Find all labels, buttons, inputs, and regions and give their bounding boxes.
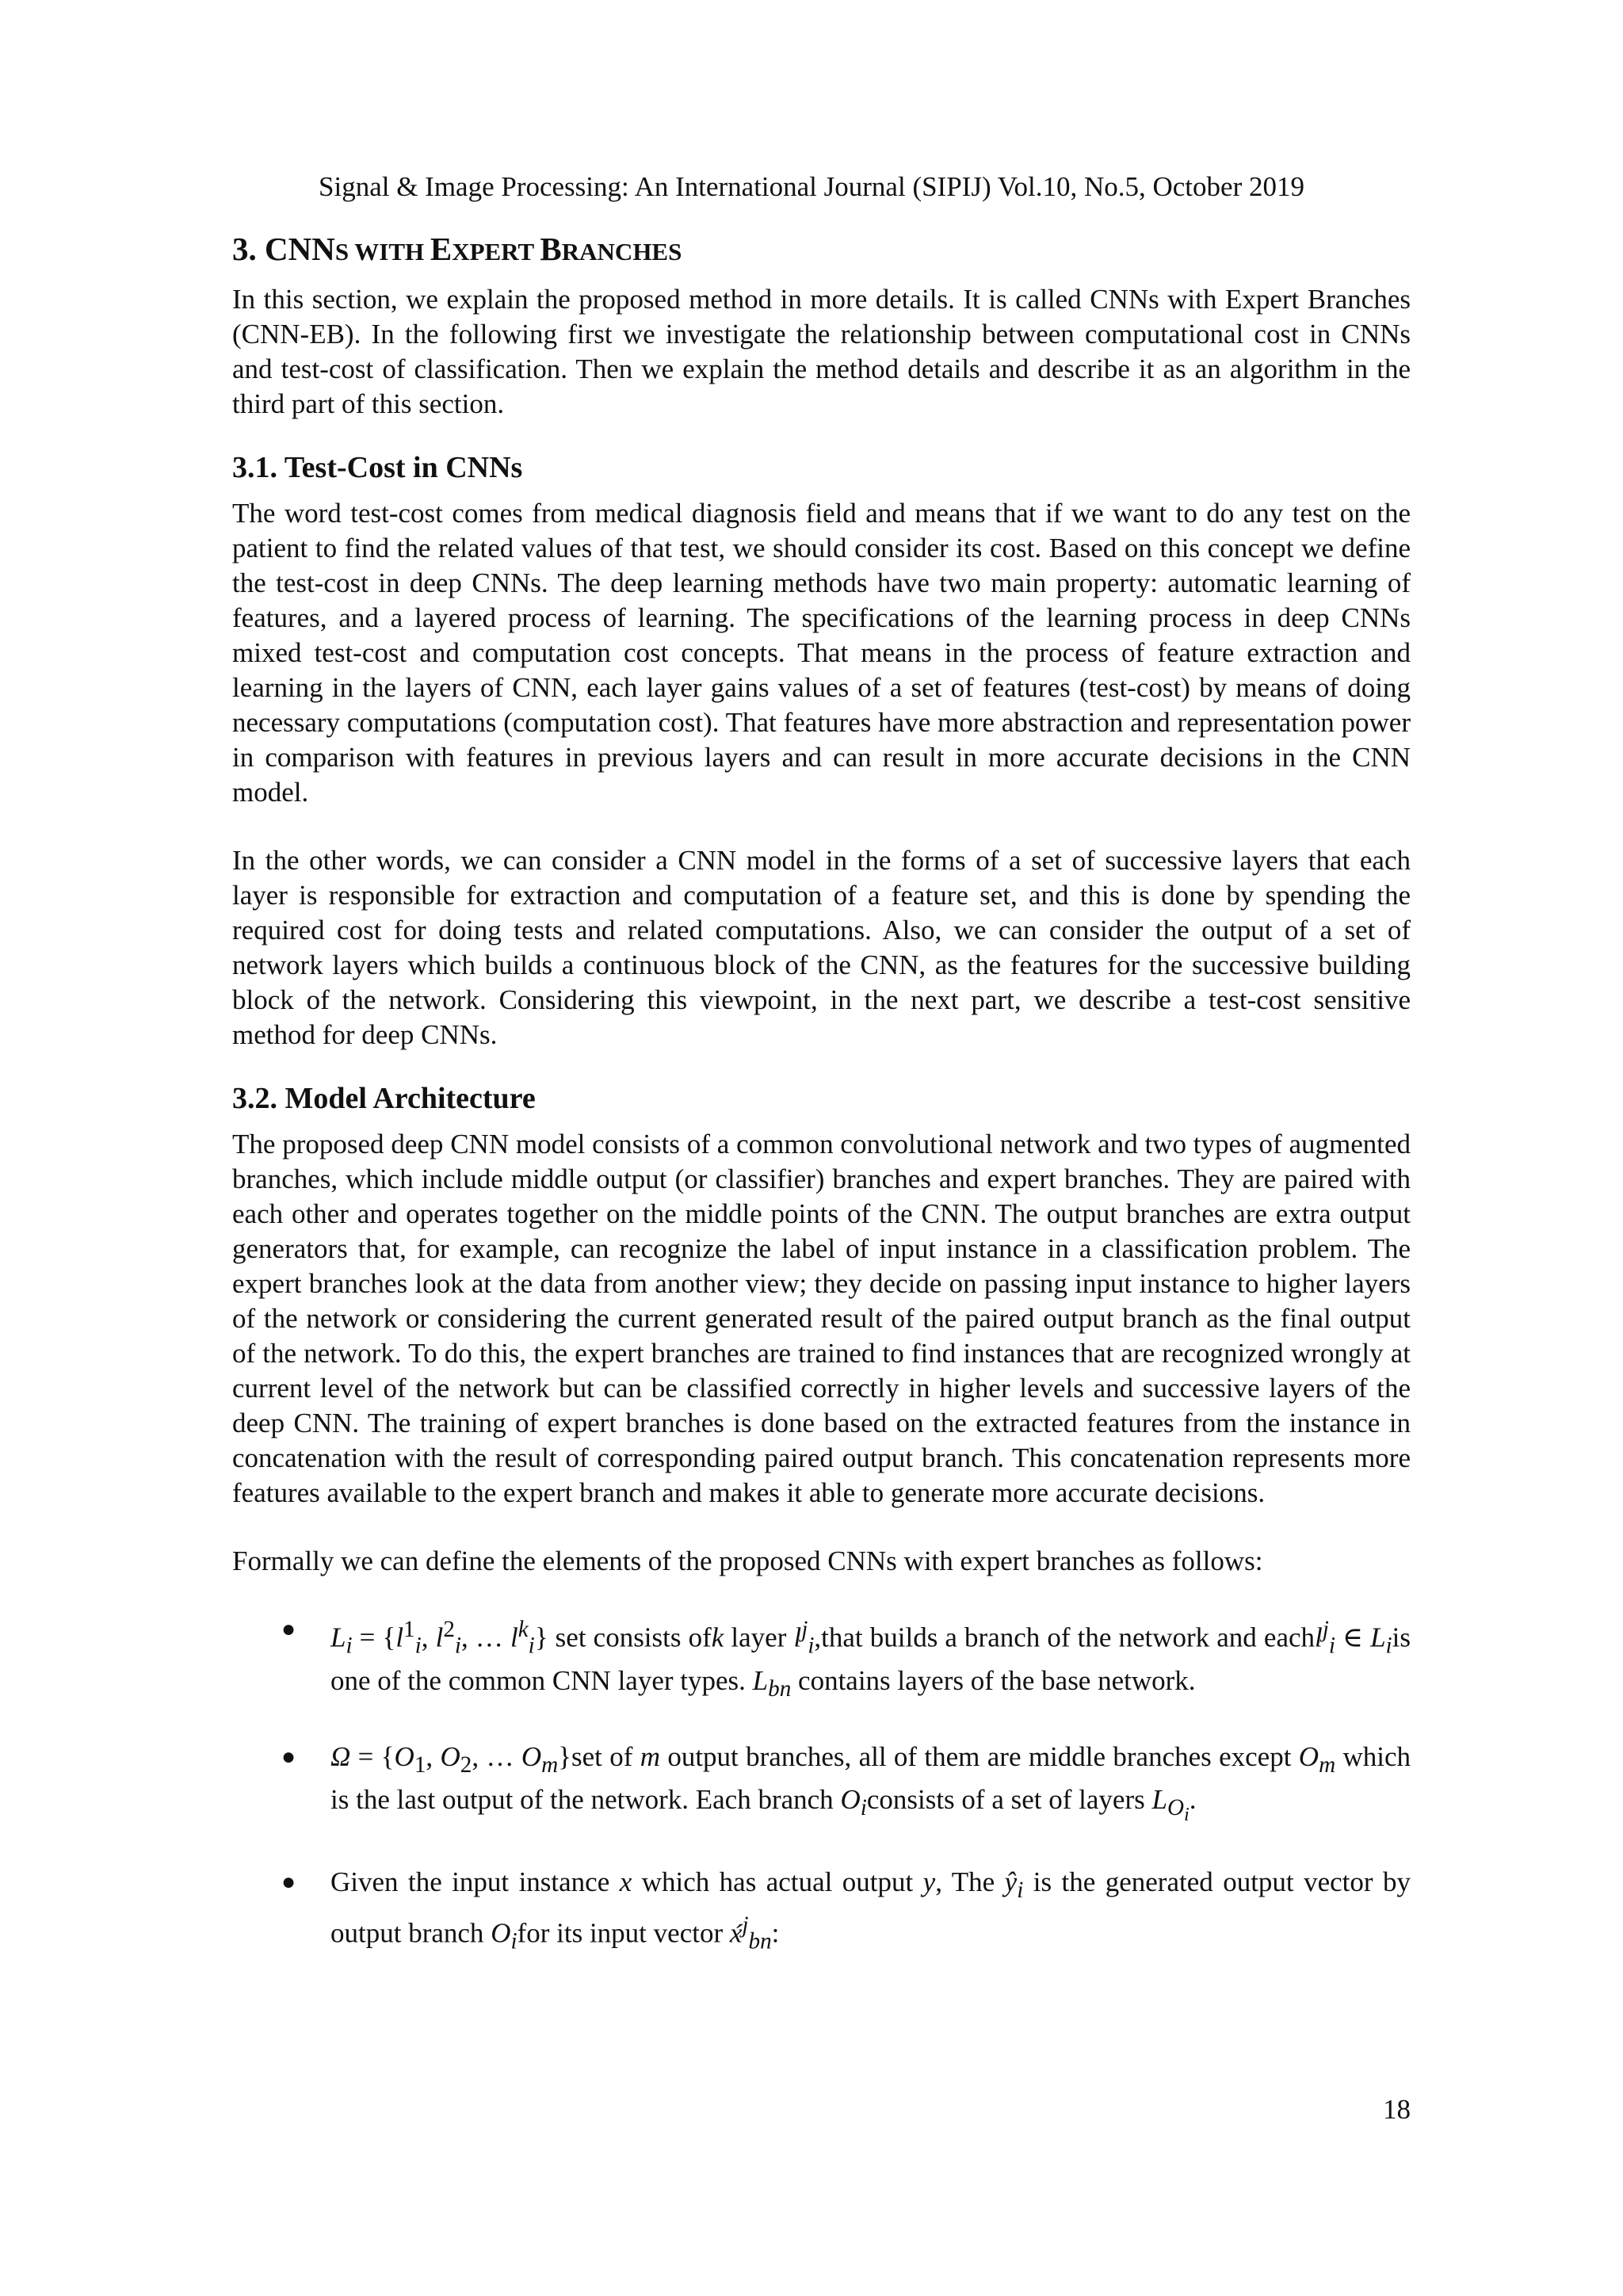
math-symbol: L xyxy=(752,1664,769,1696)
section-heading-part: S WITH xyxy=(334,238,430,266)
math-symbol: x́ xyxy=(729,1918,743,1950)
bullet-icon: ● xyxy=(281,1616,296,1642)
math-symbol: O xyxy=(394,1740,414,1772)
page-number: 18 xyxy=(1383,2094,1411,2125)
math-subscript: i xyxy=(1328,1633,1335,1659)
math-operator: , … xyxy=(461,1622,510,1653)
math-operator: , … xyxy=(472,1740,521,1772)
section-intro-paragraph: In this section, we explain the proposed method in more details. It is called CNNs with Expert Branches (CNN-EB). In the following first we investigate the relationship between computational cost in CNNs and test-cost of classification. Then we explain the method details and describe it as an algorithm in the third part of this section. xyxy=(232,284,1411,419)
list-item xyxy=(232,1740,1411,1832)
math-superscript: 2 xyxy=(443,1617,455,1642)
math-operator: = { xyxy=(352,1622,396,1653)
subsection-heading-test-cost: 3.1. Test-Cost in CNNs xyxy=(232,451,523,484)
math-subscript: i xyxy=(346,1633,353,1659)
math-subscript: i xyxy=(1184,1803,1190,1825)
math-symbol: ŷ xyxy=(1004,1866,1018,1898)
math-symbol: O xyxy=(1298,1740,1319,1772)
math-symbol: k xyxy=(711,1622,724,1653)
math-subscript: i xyxy=(454,1633,462,1659)
section-heading-part: XPERT xyxy=(452,238,540,266)
definitions-list xyxy=(232,1612,1411,1959)
math-symbol: l xyxy=(793,1622,802,1653)
math-symbol: m xyxy=(640,1740,660,1772)
math-symbol: L xyxy=(1370,1622,1386,1653)
math-subscript: i xyxy=(528,1633,535,1659)
math-subscript: i xyxy=(860,1794,867,1820)
list-text: Given the input instance xyxy=(330,1866,620,1898)
section-heading-part: CNN xyxy=(265,231,335,267)
test-cost-paragraph-2: In the other words, we can consider a CNN model in the forms of a set of successive layers that each layer is responsible for extraction and computation of a feature set, and this is done by spending the required cost for doing tests and related computations. Also, we can consider the output of a set of network layers which builds a continuous block of the CNN, as the features for the successive building block of the network. Considering this viewpoint, in the next part, we describe a test-cost sensitive method for deep CNNs. xyxy=(232,845,1411,1050)
section-heading-part: E xyxy=(430,231,453,267)
list-text: set consists of xyxy=(548,1622,712,1653)
bullet-icon: ● xyxy=(281,1869,296,1896)
list-text: output branches, all of them are middle branches except xyxy=(659,1740,1299,1772)
math-symbol: l xyxy=(435,1622,444,1653)
list-text: is the generated output vector by output branch xyxy=(330,1866,1411,1950)
math-subscript: i xyxy=(1385,1633,1392,1659)
list-text: which is the last output of the network. Each branch xyxy=(330,1740,1411,1815)
math-subscript: 2 xyxy=(460,1752,472,1778)
math-superscript: j xyxy=(801,1617,808,1642)
math-symbol: l xyxy=(510,1622,518,1653)
list-item xyxy=(232,1865,1411,1959)
model-architecture-paragraph-2: Formally we can define the elements of the proposed CNNs with expert branches as follows: xyxy=(232,1545,1263,1576)
math-subscript: i xyxy=(808,1633,815,1659)
test-cost-paragraph-1: The word test-cost comes from medical diagnosis field and means that if we want to do any test on the patient to find the related values of that test, we should consider its cost. Based on this concept we define the test-cost in deep CNNs. The deep learning methods have two main property: automatic learning of features, and a layered process of learning. The specifications of the learning process in deep CNNs mixed test-cost and computation cost concepts. That means in the process of feature extraction and learning in the layers of CNN, each layer gains values of a set of features (test-cost) by means of doing necessary computations (computation cost). That features have more abstraction and representation power in comparison with features in previous layers and can result in more accurate decisions in the CNN model. xyxy=(232,498,1411,808)
math-symbol: y xyxy=(922,1866,936,1898)
list-text: consists of a set of layers xyxy=(866,1783,1152,1815)
math-operator: ∈ xyxy=(1335,1622,1371,1653)
subsection-heading-model-architecture: 3.2. Model Architecture xyxy=(232,1082,536,1115)
list-text: is one of the common CNN layer types. xyxy=(330,1622,1411,1696)
section-number: 3. xyxy=(232,231,265,267)
math-subscript: i xyxy=(1017,1878,1024,1904)
math-subscript: i xyxy=(510,1929,517,1955)
math-superscript: 1 xyxy=(403,1617,415,1642)
list-text: layer xyxy=(724,1622,794,1653)
math-superscript: k xyxy=(517,1617,529,1642)
list-item xyxy=(232,1612,1411,1706)
math-subscript: O xyxy=(1167,1794,1184,1820)
section-heading xyxy=(232,228,1411,273)
math-superscript: j xyxy=(1322,1617,1329,1642)
math-subscript: m xyxy=(541,1752,559,1778)
model-architecture-paragraph-1: The proposed deep CNN model consists of a common convolutional network and two types of augmented branches, which include middle output (or classifier) branches and expert branches. They are paired with each other and operates together on the middle points of the CNN. The output branches are extra output generators that, for example, can recognize the label of input instance in a classification problem. The expert branches look at the data from another view; they decide on passing input instance to higher layers of the network or considering the current generated result of the paired output branch as the final output of the network. To do this, the expert branches are trained to find instances that are recognized wrongly at current level of the network but can be classified correctly in higher levels and successive layers of the deep CNN. The training of expert branches is done based on the extracted features from the instance in concatenation with the result of corresponding paired output branch. This concatenation represents more features available to the expert branch and makes it able to generate more accurate decisions. xyxy=(232,1129,1411,1508)
bullet-icon: ● xyxy=(281,1743,296,1770)
math-symbol: O xyxy=(491,1918,511,1950)
math-subscript: bn xyxy=(748,1929,772,1955)
math-operator: = { xyxy=(350,1740,395,1772)
math-operator: , xyxy=(426,1740,441,1772)
math-subscript: i xyxy=(414,1633,422,1659)
math-subscript: 1 xyxy=(414,1752,426,1778)
list-text: contains layers of the base network. xyxy=(791,1664,1196,1696)
math-symbol: Ω xyxy=(330,1740,351,1772)
list-text: ,that builds a branch of the network and each xyxy=(814,1622,1316,1653)
list-text: which has actual output xyxy=(632,1866,923,1898)
math-subscript: m xyxy=(1319,1752,1336,1778)
math-symbol: l xyxy=(395,1622,404,1653)
math-operator: } xyxy=(534,1622,548,1653)
list-text: for its input vector xyxy=(517,1918,730,1950)
running-header: Signal & Image Processing: An International Journal (SIPIJ) Vol.10, No.5, October 2019 xyxy=(319,171,1304,202)
list-text: , The xyxy=(935,1866,1005,1898)
math-symbol: O xyxy=(840,1783,861,1815)
section-heading-part: RANCHES xyxy=(561,238,682,266)
math-symbol: L xyxy=(330,1622,346,1653)
math-symbol: x xyxy=(619,1866,632,1898)
math-symbol: O xyxy=(440,1740,460,1772)
list-text: : xyxy=(771,1918,780,1950)
section-heading-part: B xyxy=(540,231,562,267)
math-subscript: bn xyxy=(768,1675,792,1702)
math-symbol: l xyxy=(1315,1622,1323,1653)
math-symbol: O xyxy=(521,1740,542,1772)
page-body xyxy=(232,228,1411,1992)
math-symbol: L xyxy=(1151,1783,1167,1815)
math-superscript: j xyxy=(742,1912,749,1939)
list-text: . xyxy=(1189,1783,1197,1815)
math-operator: , xyxy=(421,1622,436,1653)
list-text: }set of xyxy=(558,1740,640,1772)
